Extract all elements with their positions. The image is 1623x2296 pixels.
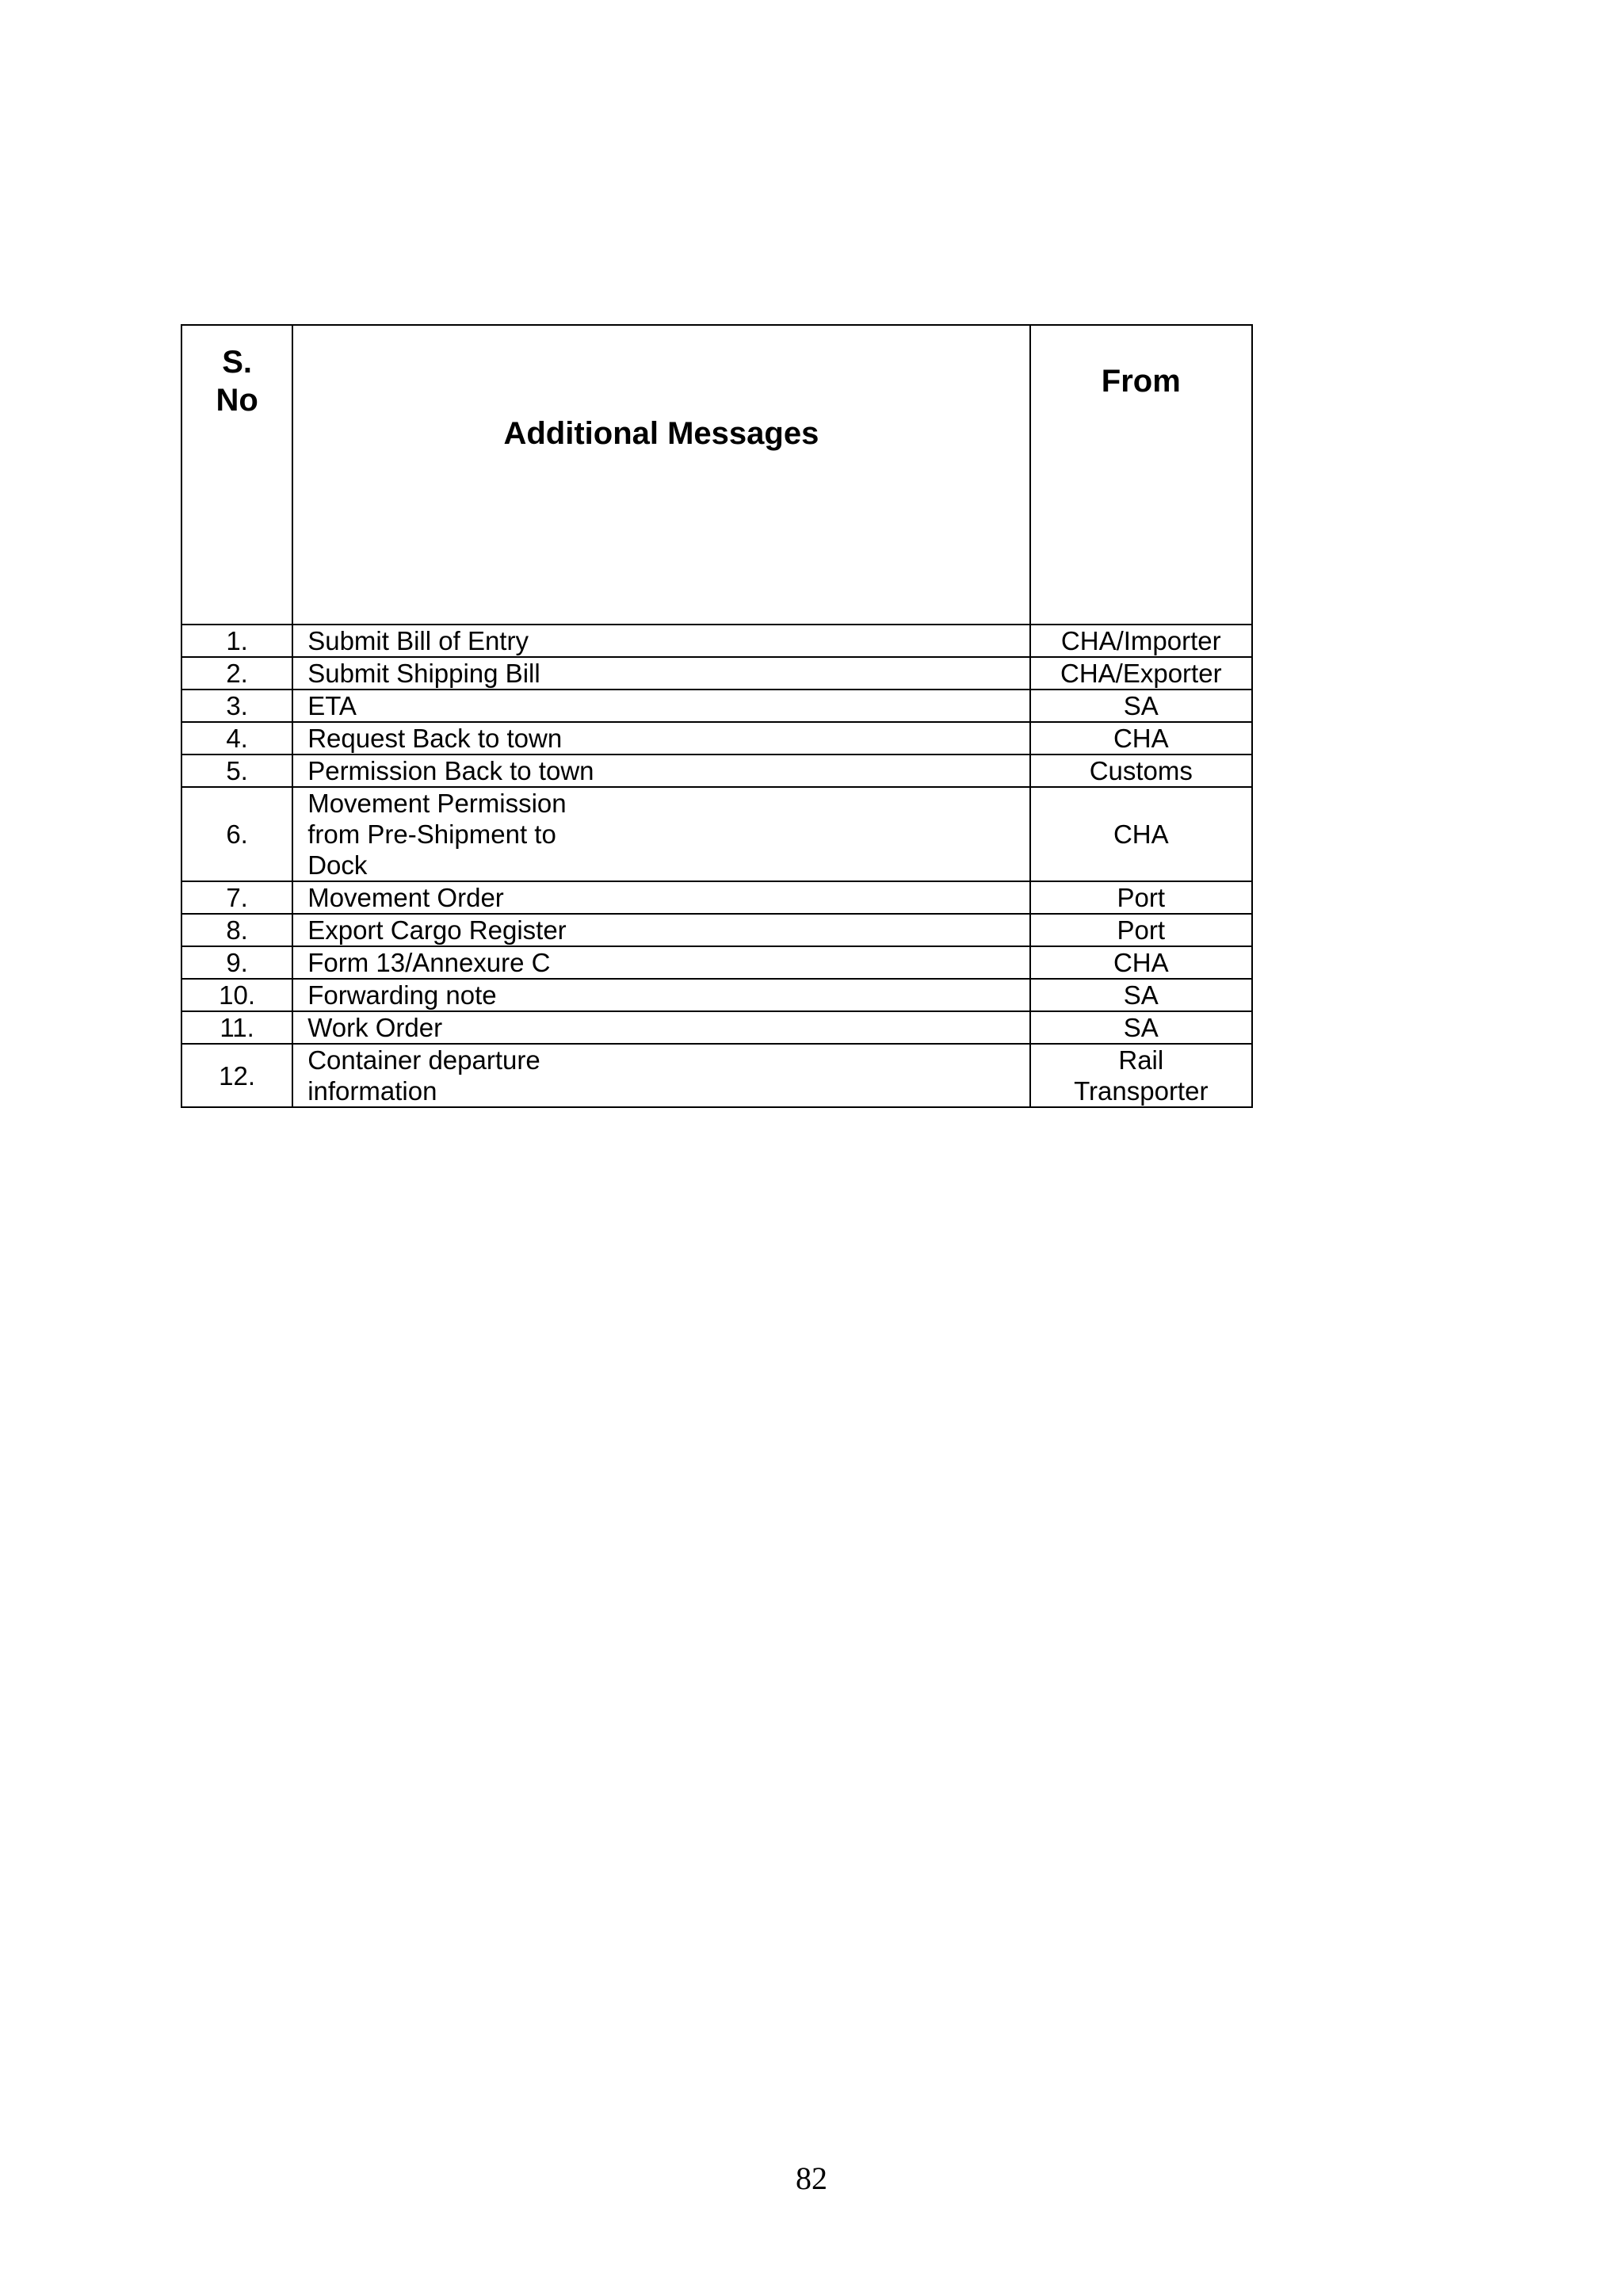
header-from: From [1030, 325, 1252, 625]
serial-number-cell: 10. [181, 979, 292, 1011]
from-cell: Customs [1030, 755, 1252, 787]
table-row [181, 755, 1252, 787]
serial-number-cell: 1. [181, 625, 292, 657]
from-cell: SA [1030, 1011, 1252, 1044]
from-cell: Rail Transporter [1030, 1044, 1252, 1107]
additional-messages-table [181, 324, 1253, 1108]
table-row [181, 881, 1252, 914]
header-additional-messages: Additional Messages [292, 325, 1029, 625]
serial-number-cell: 5. [181, 755, 292, 787]
table-row [181, 787, 1252, 881]
table-row [181, 1044, 1252, 1107]
message-cell: Movement Order [292, 881, 1029, 914]
table-row [181, 914, 1252, 946]
serial-number-cell: 7. [181, 881, 292, 914]
from-cell: Port [1030, 914, 1252, 946]
table-row [181, 625, 1252, 657]
from-cell: CHA/Importer [1030, 625, 1252, 657]
message-cell: Work Order [292, 1011, 1029, 1044]
from-cell: CHA [1030, 722, 1252, 755]
serial-number-cell: 4. [181, 722, 292, 755]
table-header-row [181, 325, 1252, 625]
table-row [181, 657, 1252, 690]
from-cell: CHA/Exporter [1030, 657, 1252, 690]
serial-number-cell: 11. [181, 1011, 292, 1044]
table-row [181, 1011, 1252, 1044]
table-row [181, 690, 1252, 722]
header-serial-number: S. No [181, 325, 292, 625]
message-cell: Submit Bill of Entry [292, 625, 1029, 657]
serial-number-cell: 2. [181, 657, 292, 690]
from-cell: Port [1030, 881, 1252, 914]
page-number: 82 [796, 2160, 827, 2196]
message-cell: Export Cargo Register [292, 914, 1029, 946]
message-cell: Request Back to town [292, 722, 1029, 755]
serial-number-cell: 6. [181, 787, 292, 881]
from-cell: CHA [1030, 946, 1252, 979]
from-cell: CHA [1030, 787, 1252, 881]
message-cell: Submit Shipping Bill [292, 657, 1029, 690]
message-cell: Forwarding note [292, 979, 1029, 1011]
message-cell: ETA [292, 690, 1029, 722]
table-row [181, 946, 1252, 979]
from-cell: SA [1030, 690, 1252, 722]
message-cell: Movement Permission from Pre-Shipment to Dock [292, 787, 1029, 881]
from-cell: SA [1030, 979, 1252, 1011]
table-body [181, 625, 1252, 1107]
message-cell: Container departure information [292, 1044, 1029, 1107]
table-header [181, 325, 1252, 625]
table-row [181, 722, 1252, 755]
serial-number-cell: 9. [181, 946, 292, 979]
serial-number-cell: 8. [181, 914, 292, 946]
message-cell: Form 13/Annexure C [292, 946, 1029, 979]
table-row [181, 979, 1252, 1011]
serial-number-cell: 3. [181, 690, 292, 722]
serial-number-cell: 12. [181, 1044, 292, 1107]
message-cell: Permission Back to town [292, 755, 1029, 787]
